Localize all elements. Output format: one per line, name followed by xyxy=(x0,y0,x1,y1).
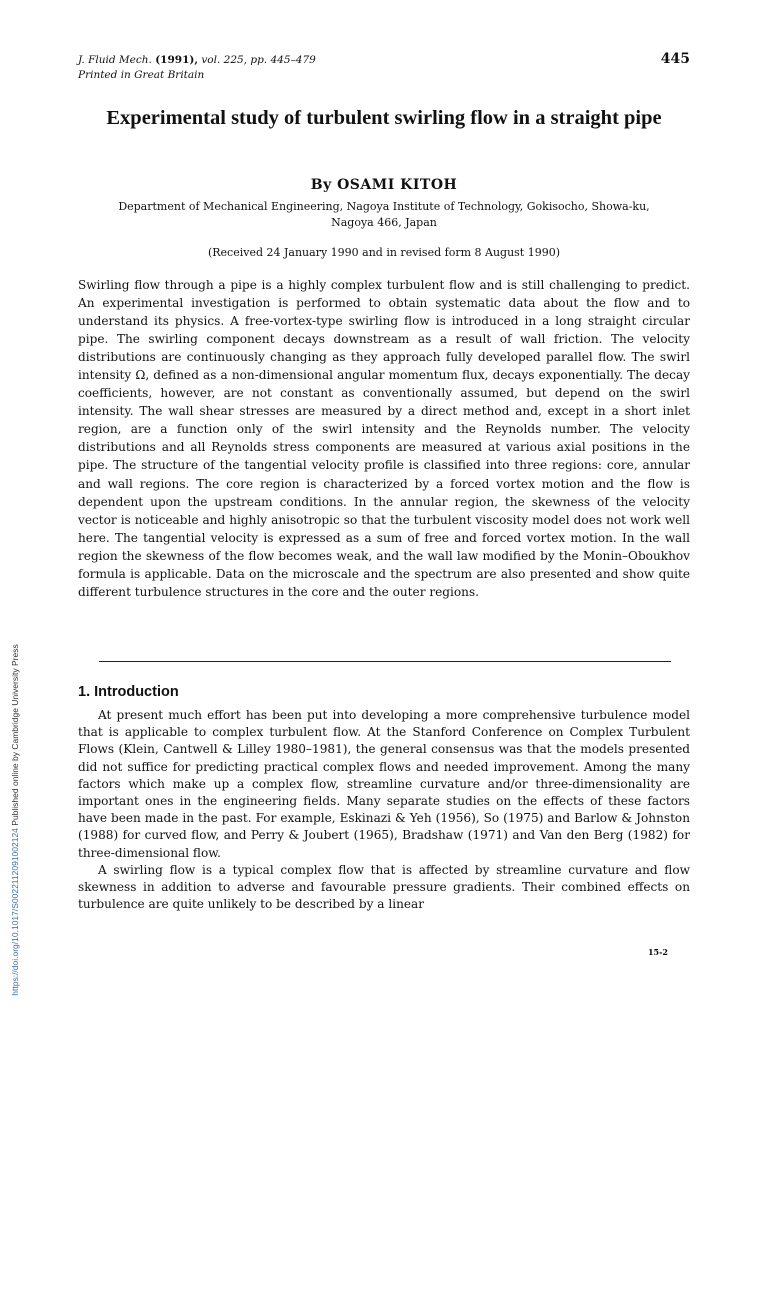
printed-in: Printed in Great Britain xyxy=(78,69,205,81)
journal-year: (1991), xyxy=(155,54,199,66)
side-doi-note xyxy=(10,350,20,1290)
section-heading: 1. Introduction xyxy=(78,684,179,700)
abstract: Swirling flow through a pipe is a highly complex turbulent flow and is still challenging to predict. An experimental investigation is performed to obtain systematic data about the flow and to understand its physics. A free-vortex-type swirling flow is introduced in a long straight circular pipe. The swirling component decays downstream as a result of wall friction. The velocity distributions are continuously changing as they approach fully developed parallel flow. The swirl intensity Ω, defined as a non-dimensional angular momentum flux, decays exponentially. The decay coefficients, however, are not constant as conventionally assumed, but depend on the swirl intensity. The wall shear stresses are measured by a direct method and, except in a short inlet region, are a function only of the swirl intensity and the Reynolds number. The velocity distributions and all Reynolds stress components are measured at various axial positions in the pipe. The structure of the tangential velocity profile is classified into three regions: core, annular and wall regions. The core region is characterized by a forced vortex motion and the flow is dependent upon the upstream conditions. In the annular region, the skewness of the velocity vector is noticeable and highly anisotropic so that the turbulent viscosity model does not work well here. The tangential velocity is expressed as a sum of free and forced vortex motion. In the wall region the skewness of the flow becomes weak, and the wall law modified by the Monin–Oboukhov formula is applicable. Data on the microscale and the spectrum are also presented and show quite different turbulence structures in the core and the outer regions. xyxy=(78,278,690,599)
journal-citation-line xyxy=(78,53,316,68)
author: By OSAMI KITOH xyxy=(310,177,458,193)
page-number: 445 xyxy=(660,51,690,67)
footer-mark: 15-2 xyxy=(647,947,668,957)
paper-title: Experimental study of turbulent swirling flow in a straight pipe xyxy=(106,107,662,129)
paragraph: At present much effort has been put into developing a more comprehensive turbulence model that is applicable to complex turbulent flow. At the Stanford Conference on Complex Turbulent Flows (Klein, Cantwell & Lilley 1980–1981), the general consensus was that the models presented did not suffice for predicting practical complex flows and needed improvement. Among the many factors which make up a complex flow, streamline curvature and/or three-dimensionality are important ones in the engineering fields. Many separate studies on the effects of these factors have been made in the past. For example, Eskinazi & Yeh (1956), So (1975) and Barlow & Johnston (1988) for curved flow, and Perry & Joubert (1965), Bradshaw (1971) and Van den Berg (1982) for three-dimensional flow. xyxy=(78,708,690,860)
affiliation: Department of Mechanical Engineering, Nagoya Institute of Technology, Gokisocho, Showa-ku, Nagoya 466, Japan xyxy=(118,200,650,229)
journal-name: J. Fluid Mech. xyxy=(78,54,152,66)
journal-volume: vol. 225, pp. 445–479 xyxy=(201,54,316,66)
publisher-note: Published online by Cambridge University Press xyxy=(10,644,20,829)
doi-link[interactable]: https://doi.org/10.1017/S0022112091002124 xyxy=(10,828,20,996)
received-dates: (Received 24 January 1990 and in revised form 8 August 1990) xyxy=(207,246,561,259)
journal-reference xyxy=(78,53,316,83)
paragraph: A swirling flow is a typical complex flow that is affected by streamline curvature and flow skewness in addition to adverse and favourable pressure gradients. Their combined effects on turbulence are quite unlikely to be described by a linear xyxy=(78,862,690,912)
section-divider xyxy=(99,661,671,662)
introduction-body xyxy=(78,707,690,913)
